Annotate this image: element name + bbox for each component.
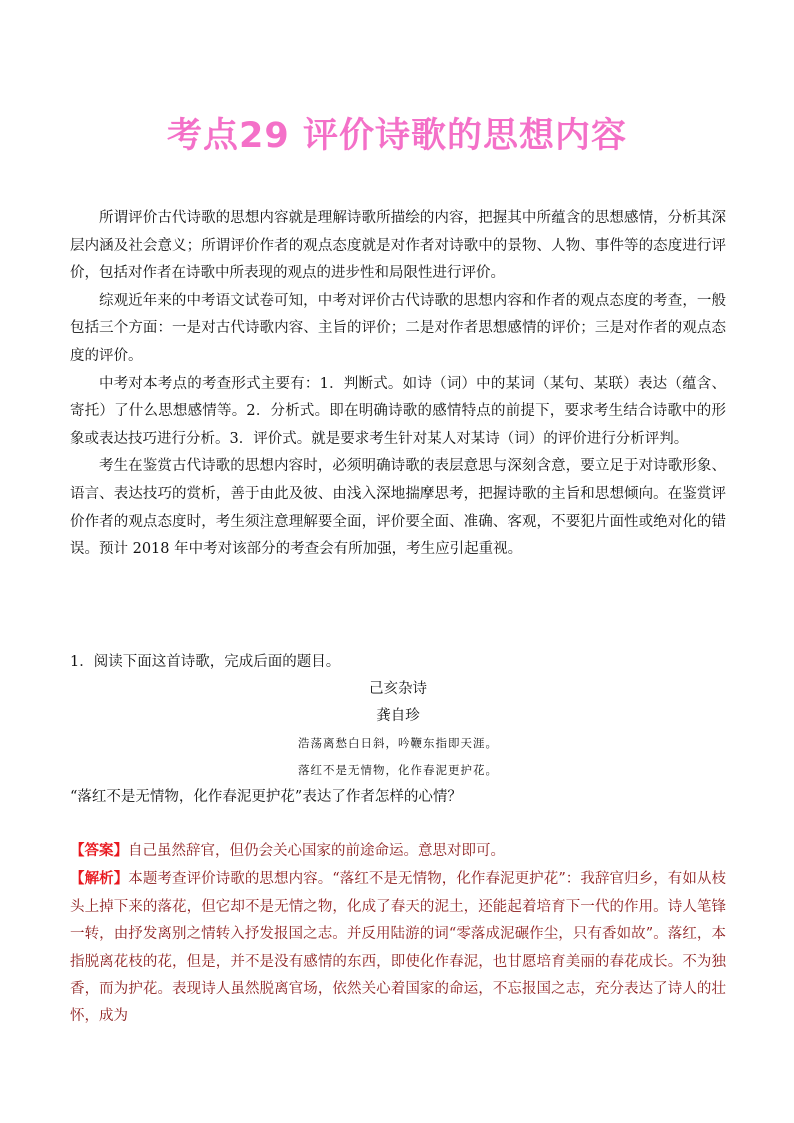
poem-line: 落红不是无情物，化作春泥更护花。: [298, 763, 498, 777]
question-ask: “落红不是无情物，化作春泥更护花”表达了作者怎样的心情？: [70, 789, 462, 805]
answer-section: [70, 837, 726, 1031]
poem-line: 浩荡离愁白日斜，吟鞭东指即天涯。: [298, 736, 498, 750]
intro-paragraph: 综观近年来的中考语文试卷可知，中考对评价古代诗歌的思想内容和作者的观点态度的考查，一般包括三个方面：一是对古代诗歌内容、主旨的评价；二是对作者思想感情的评价；三是对作者的观点态度的评价。: [70, 292, 726, 364]
poem-title: 己亥杂诗: [369, 681, 427, 697]
analysis-text: 本题考查评价诗歌的思想内容。“落红不是无情物，化作春泥更护花”：我辞官归乡，有如从枝头上掉下来的落花，但它却不是无情之物，化成了春天的泥土，还能起着培育下一代的作用。诗人笔锋一转，由抒发离别之情转入抒发报国之志。并反用陆游的词“零落成泥碾作尘，只有香如故”。落红，本指脱离花枝的花，但是，并不是没有感情的东西，即使化作春泥，也甘愿培育美丽的春花成长。不为独香，而为护花。表现诗人虽然脱离官场，依然关心着国家的命运，不忘报国之志，充分表达了诗人的壮怀，成为: [70, 871, 727, 1025]
intro-section: [70, 205, 726, 564]
answer-text: 自己虽然辞官，但仍会关心国家的前途命运。意思对即可。: [128, 843, 505, 859]
question-prompt: 1．阅读下面这首诗歌，完成后面的题目。: [70, 654, 341, 670]
analysis-paragraph: [70, 865, 726, 1030]
question-section: [70, 649, 726, 811]
intro-paragraph: 考生在鉴赏古代诗歌的思想内容时，必须明确诗歌的表层意思与深刻含意，要立足于对诗歌形象、语言、表达技巧的赏析，善于由此及彼、由浅入深地揣摩思考，把握诗歌的主旨和思想倾向。在鉴赏评价作者的观点态度时，考生须注意理解要全面，评价要全面、准确、客观，不要犯片面性或绝对化的错误。预计 2018 年中考对该部分的考查会有所加强，考生应引起重视。: [70, 458, 726, 558]
poem-author: 龚自珍: [376, 708, 420, 724]
answer-tag: 【答案】: [70, 842, 128, 859]
answer-paragraph: [70, 837, 726, 865]
page-title: 考点29 评价诗歌的思想内容: [167, 116, 627, 156]
intro-paragraph: 中考对本考点的考查形式主要有：1．判断式。如诗（词）中的某词（某句、某联）表达（蕴含、寄托）了什么思想感情等。2．分析式。即在明确诗歌的感情特点的前提下，要求考生结合诗歌中的形象或表达技巧进行分析。3．评价式。就是要求考生针对某人对某诗（词）的评价进行分析评判。: [70, 375, 726, 447]
intro-paragraph: 所谓评价古代诗歌的思想内容就是理解诗歌所描绘的内容，把握其中所蕴含的思想感情，分析其深层内涵及社会意义；所谓评价作者的观点态度就是对作者对诗歌中的景物、人物、事件等的态度进行评价，包括对作者在诗歌中所表现的观点的进步性和局限性进行评价。: [70, 210, 726, 282]
analysis-tag: 【解析】: [70, 870, 129, 888]
